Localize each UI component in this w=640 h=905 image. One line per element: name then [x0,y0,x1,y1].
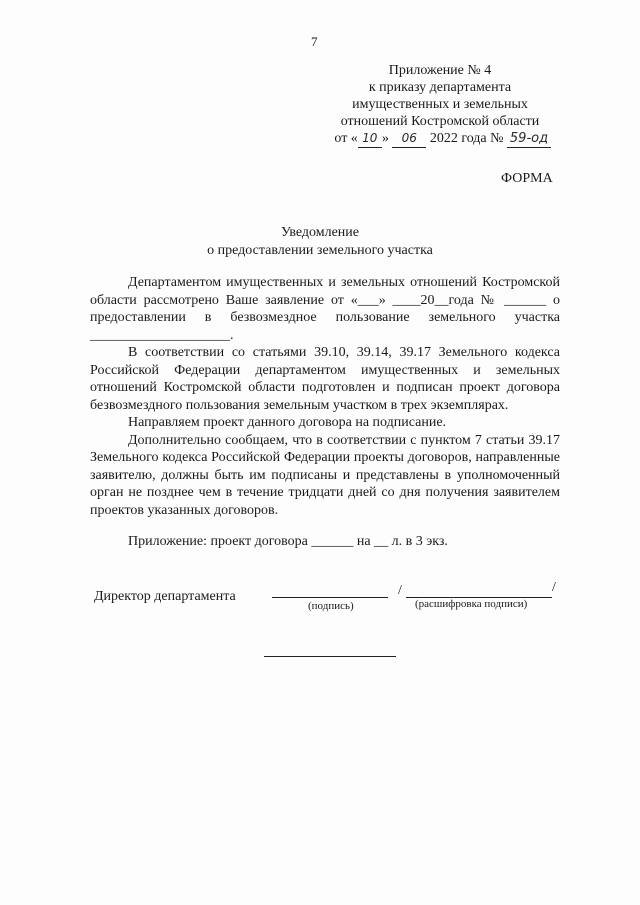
title-line-1: Уведомление [280,225,359,240]
order-date-prefix: от « [334,131,358,146]
annex-order-ref: к приказу департамента [368,80,512,95]
annex-department-line: имущественных и земельных [352,97,528,112]
handwritten-month: 06 [392,130,426,148]
decode-caption: (расшифровка подписи) [415,598,528,610]
paragraph-signing-deadline: Дополнительно сообщаем, что в соответствии с пунктом 7 статьи 39.17 Земельного кодекса Российской Федерации проекты договоров, направленные заявителю, должны быть им подписаны и представлены в уполномоченный орган не позднее чем в течение тридцати дней со дня получения заявителем проектов указанных договоров. [90,432,560,518]
decode-close-slash: / [552,580,556,595]
notice-body [90,274,560,519]
annex-title: Приложение № 4 [388,63,492,78]
signature-line [272,597,388,598]
page-number: 7 [311,34,318,49]
decode-open-slash: / [398,583,402,598]
handwritten-order-number: 59-од [507,130,551,148]
title-line-2: о предоставлении земельного участка [207,243,433,258]
form-label: ФОРМА [501,171,553,186]
order-date-mid: » [381,131,389,146]
paragraph-send-draft: Направляем проект данного договора на подписание. [128,415,447,430]
signature-caption: (подпись) [308,600,354,612]
attachment-line: Приложение: проект договора ______ на __ л. в 3 экз. [128,534,448,549]
annex-header [325,62,555,148]
order-year-text: 2022 года № [429,131,504,146]
handwritten-day: 10 [358,130,382,148]
director-label: Директор департамента [94,589,236,604]
annex-region-line: отношений Костромской области [340,114,540,129]
paragraph-legal-basis: В соответствии со статьями 39.10, 39.14, 39.17 Земельного кодекса Российской Федерации департаментом имущественных и земельных отношений Костромской области подготовлен и подписан проект договора безвозмездного пользования земельным участком в трех экземплярах. [90,345,560,413]
paragraph-application-reviewed: Департаментом имущественных и земельных отношений Костромской области рассмотрено Ваше заявление от «___» ____20__года № ______ о предоставлении в безвозмездное пользование земельного участка ____________________. [90,275,560,343]
document-title [0,224,640,260]
bottom-divider [264,656,396,657]
annex-order-date-line [325,130,555,148]
